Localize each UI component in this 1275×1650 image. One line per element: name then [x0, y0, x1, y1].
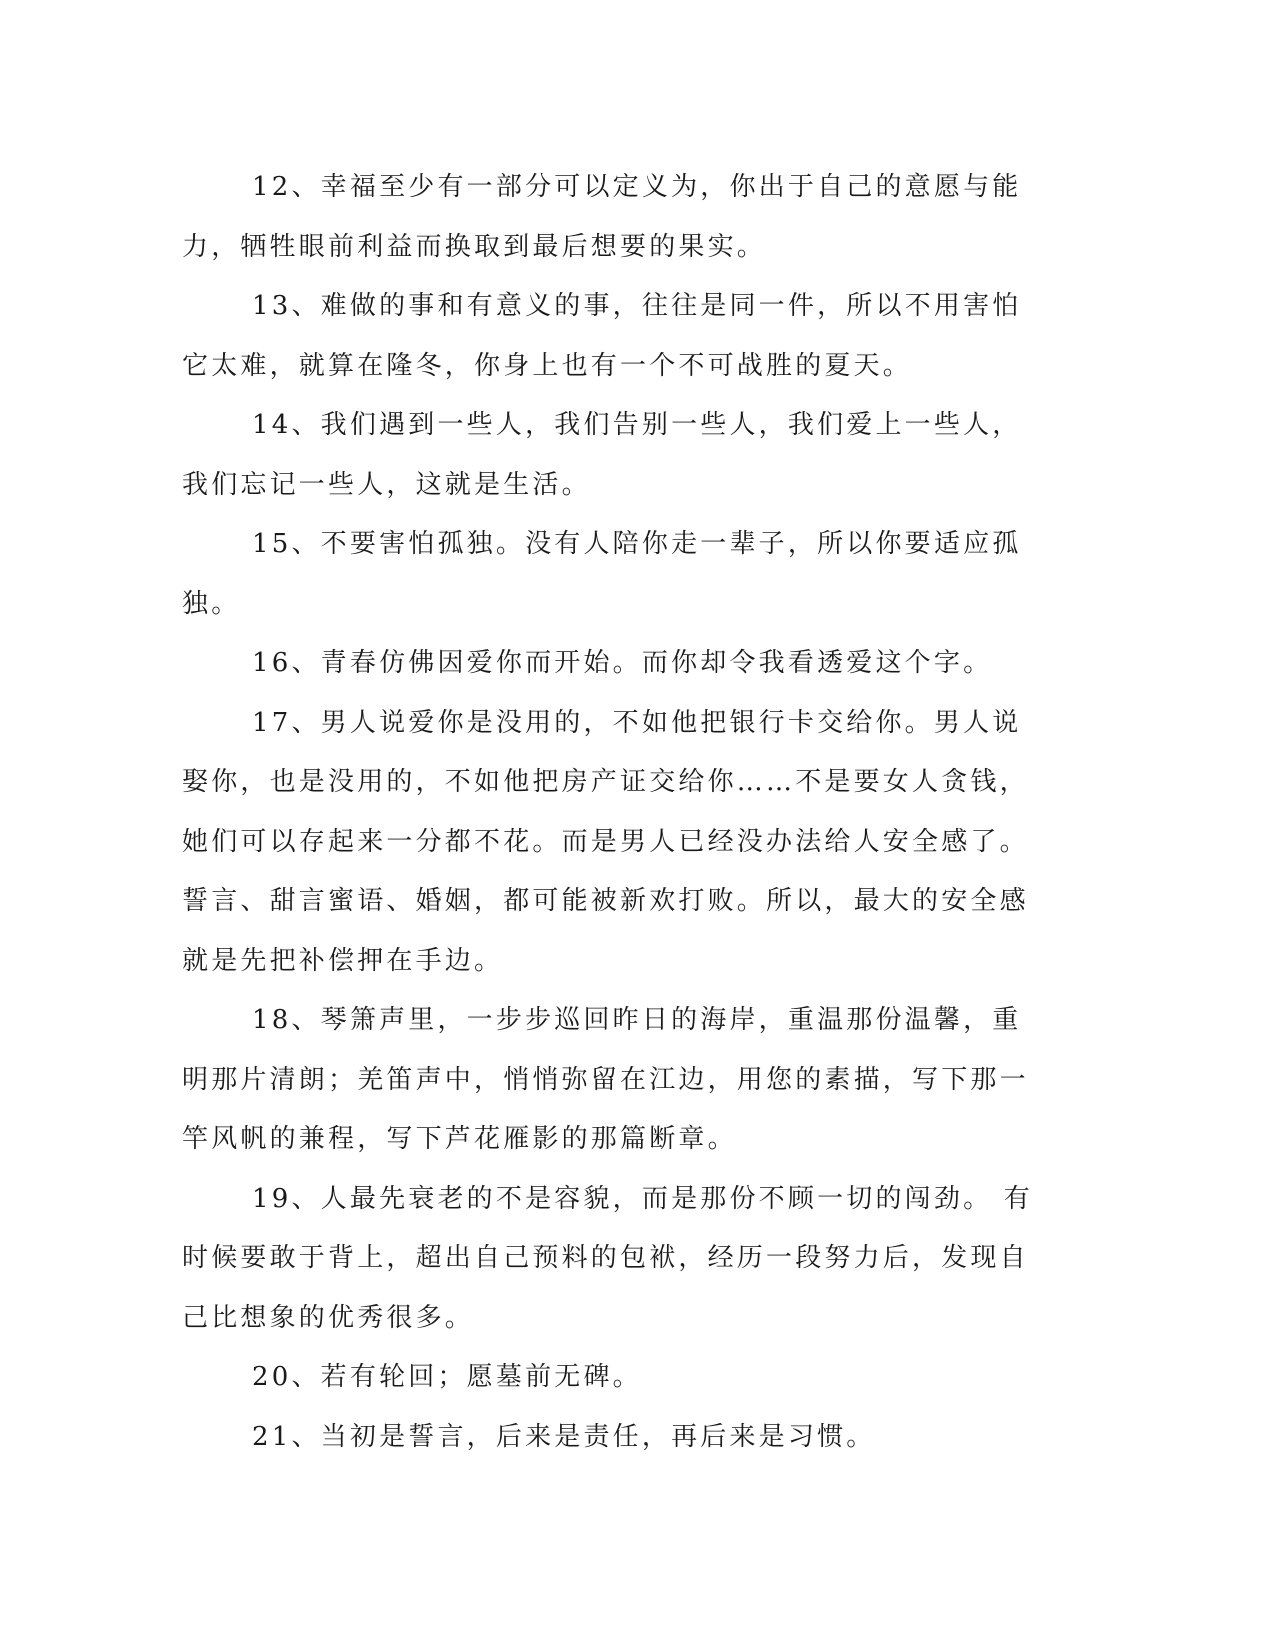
paragraph-18: 18、琴箫声里，一步步巡回昨日的海岸，重温那份温馨，重明那片清朗；羌笛声中，悄悄弥留在江边，用您的素描，写下那一竿风帆的兼程，写下芦花雁影的那篇断章。	[182, 1005, 1029, 1154]
paragraph-21: 21、当初是誓言，后来是责任，再后来是习惯。	[252, 1421, 876, 1452]
paragraph-17: 17、男人说爱你是没用的，不如他把银行卡交给你。男人说娶你，也是没用的，不如他把房产证交给你……不是要女人贪钱，她们可以存起来一分都不花。而是男人已经没办法给人安全感了。誓言、甜言蜜语、婚姻，都可能被新欢打败。所以，最大的安全感就是先把补偿押在手边。	[182, 707, 1029, 976]
document-body	[182, 158, 1042, 1467]
paragraph-14: 14、我们遇到一些人，我们告别一些人，我们爱上一些人，我们忘记一些人，这就是生活。	[182, 410, 1022, 500]
paragraph-19: 19、人最先衰老的不是容貌，而是那份不顾一切的闯劲。 有时候要敢于背上，超出自己预料的包袱，经历一段努力后，发现自己比想象的优秀很多。	[182, 1183, 1033, 1333]
paragraph-20: 20、若有轮回；愿墓前无碑。	[252, 1362, 642, 1392]
paragraph-12: 12、幸福至少有一部分可以定义为，你出于自己的意愿与能力，牺牲眼前利益而换取到最后想要的果实。	[182, 172, 1022, 262]
paragraph-13: 13、难做的事和有意义的事，往往是同一件，所以不用害怕它太难，就算在隆冬，你身上也有一个不可战胜的夏天。	[182, 291, 1022, 381]
paragraph-16: 16、青春仿佛因爱你而开始。而你却令我看透爱这个字。	[252, 648, 993, 678]
paragraph-15: 15、不要害怕孤独。没有人陪你走一辈子，所以你要适应孤独。	[182, 529, 1022, 619]
